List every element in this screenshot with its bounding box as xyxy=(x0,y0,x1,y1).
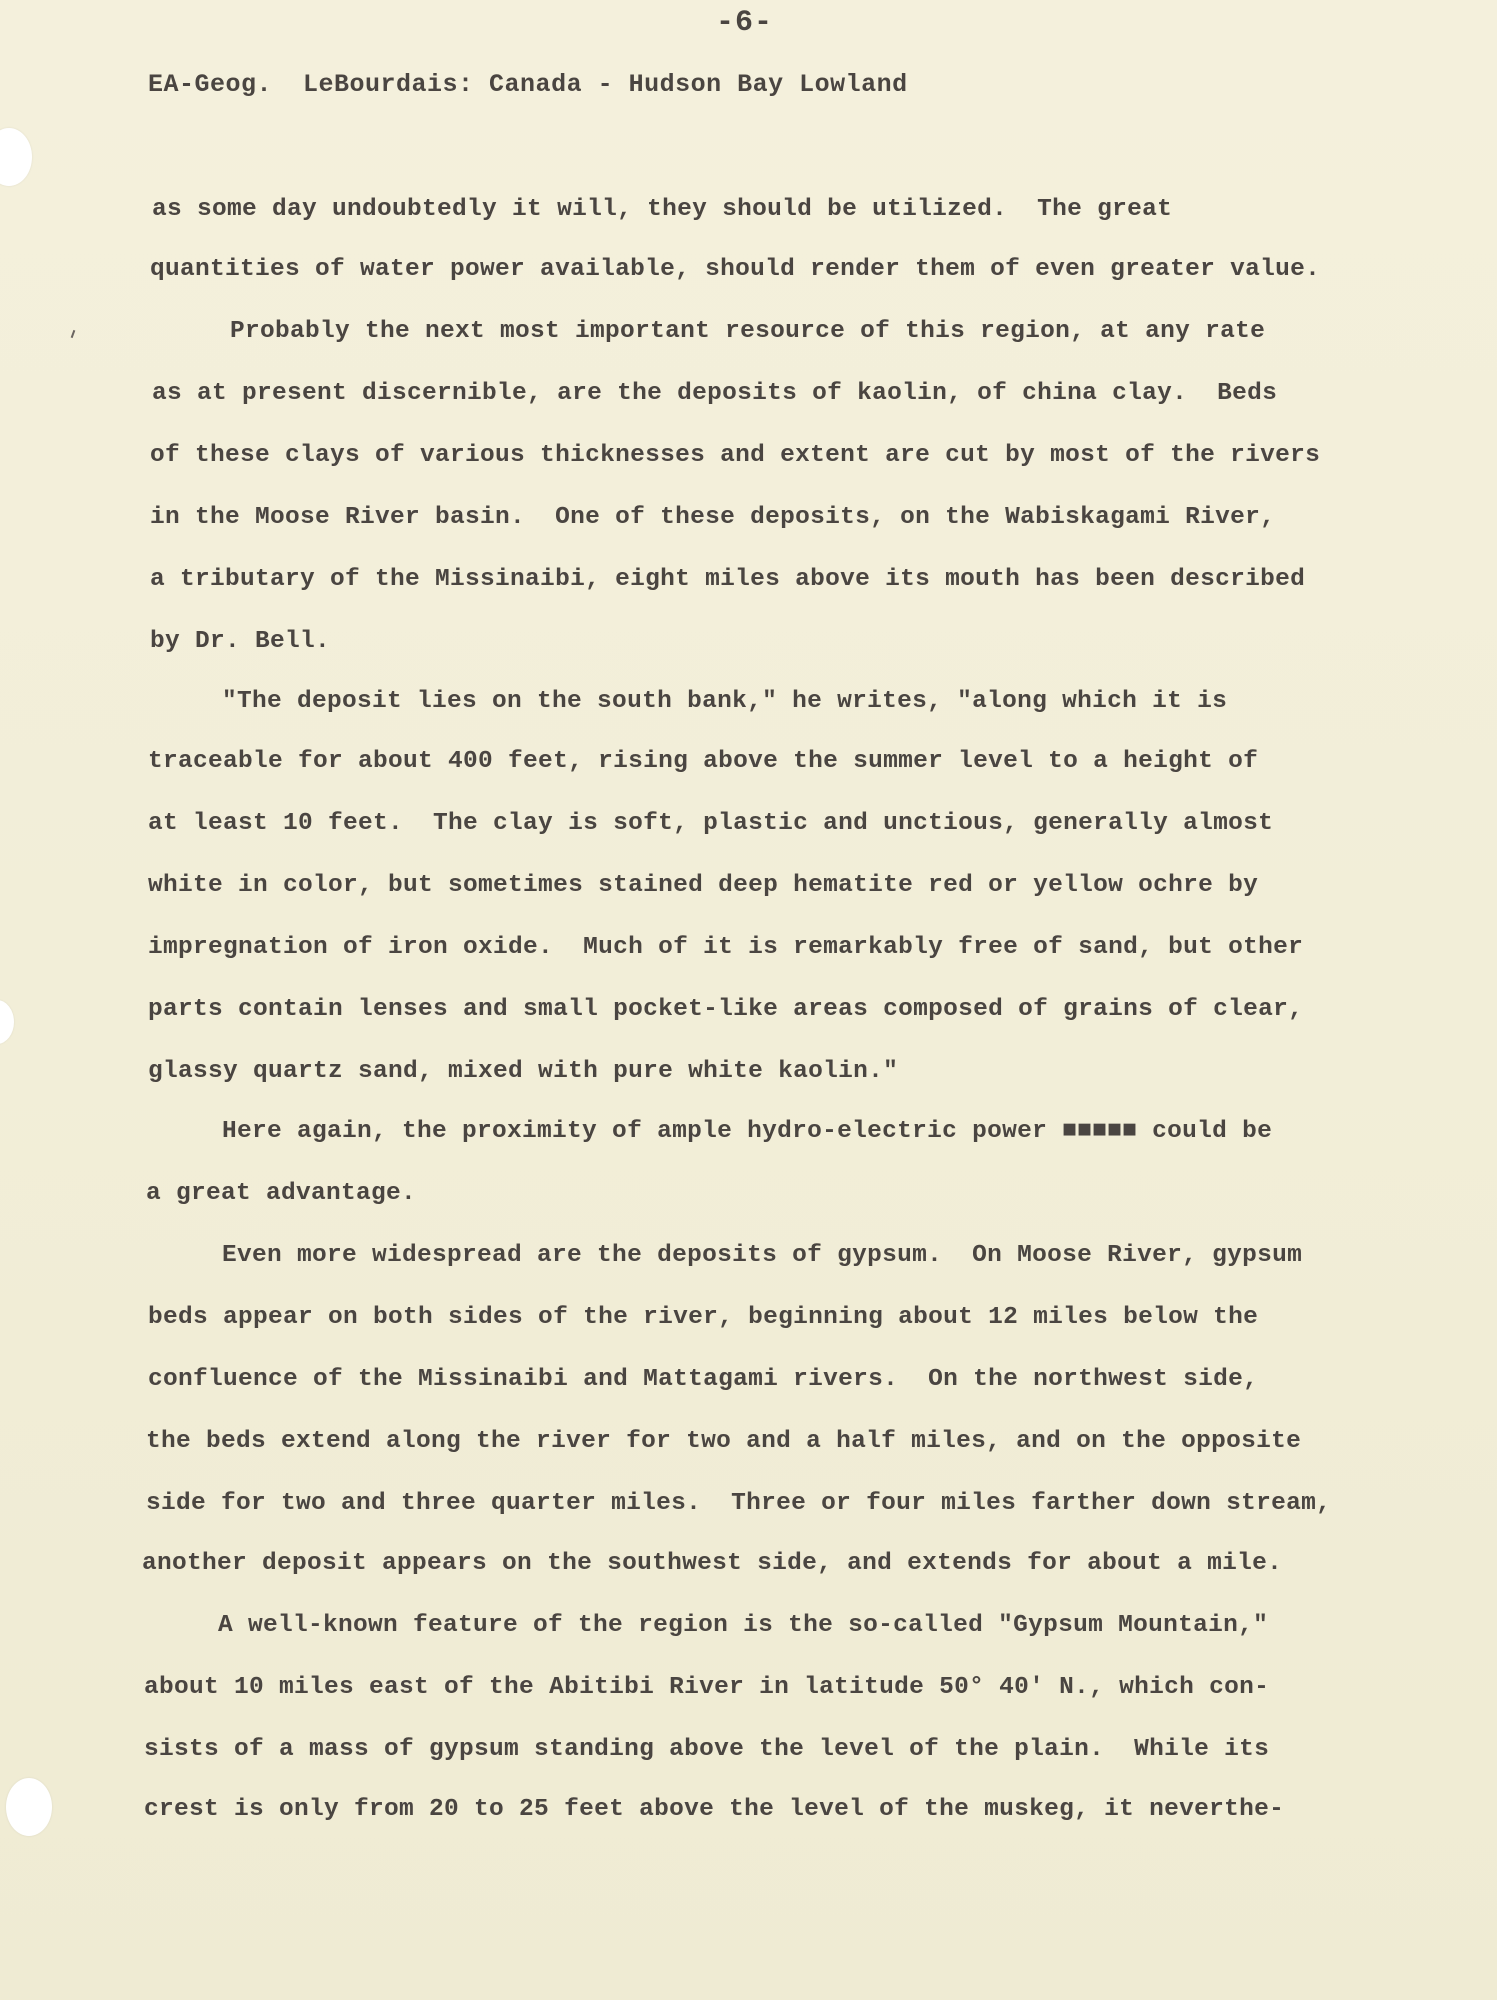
text-line: sists of a mass of gypsum standing above the level of the plain. While its xyxy=(144,1736,1270,1763)
text-line: a great advantage. xyxy=(146,1180,417,1207)
text-line: the beds extend along the river for two and a half miles, and on the opposite xyxy=(146,1428,1302,1455)
page-number: -6- xyxy=(716,6,774,40)
text-line: as at present discernible, are the deposits of kaolin, of china clay. Beds xyxy=(152,380,1278,407)
text-line: white in color, but sometimes stained deep hematite red or yellow ochre by xyxy=(148,872,1259,899)
text-line: side for two and three quarter miles. Three or four miles farther down stream, xyxy=(146,1490,1332,1517)
text-line: in the Moose River basin. One of these deposits, on the Wabiskagami River, xyxy=(150,504,1276,531)
punch-hole-middle xyxy=(0,1000,14,1044)
text-line: about 10 miles east of the Abitibi River in latitude 50° 40' N., which con- xyxy=(144,1674,1270,1701)
text-line: "The deposit lies on the south bank," he writes, "along which it is xyxy=(222,688,1228,715)
text-line: as some day undoubtedly it will, they should be utilized. The great xyxy=(152,196,1173,223)
text-line: of these clays of various thicknesses and extent are cut by most of the rivers xyxy=(150,442,1321,469)
text-line: a tributary of the Missinaibi, eight miles above its mouth has been described xyxy=(150,566,1306,593)
text-line: crest is only from 20 to 25 feet above the level of the muskeg, it neverthe- xyxy=(144,1796,1285,1823)
text-line: A well-known feature of the region is the so-called "Gypsum Mountain," xyxy=(218,1612,1269,1639)
text-line: glassy quartz sand, mixed with pure white kaolin." xyxy=(148,1058,899,1085)
text-line: impregnation of iron oxide. Much of it is remarkably free of sand, but other xyxy=(148,934,1304,961)
text-line: Even more widespread are the deposits of gypsum. On Moose River, gypsum xyxy=(222,1242,1303,1269)
punch-hole-top xyxy=(0,128,32,186)
text-line: at least 10 feet. The clay is soft, plastic and unctious, generally almost xyxy=(148,810,1274,837)
text-line: Here again, the proximity of ample hydro-electric power ■■■■■ could be xyxy=(222,1118,1273,1145)
text-line: Probably the next most important resource of this region, at any rate xyxy=(230,318,1266,345)
punch-hole-bottom xyxy=(6,1778,52,1836)
stray-mark xyxy=(71,330,76,338)
text-line: parts contain lenses and small pocket-like areas composed of grains of clear, xyxy=(148,996,1304,1023)
text-line: quantities of water power available, should render them of even greater value. xyxy=(150,256,1321,283)
text-line: another deposit appears on the southwest side, and extends for about a mile. xyxy=(142,1550,1283,1577)
running-head: EA-Geog. LeBourdais: Canada - Hudson Bay Lowland xyxy=(148,70,908,99)
text-line: by Dr. Bell. xyxy=(150,628,331,655)
text-line: confluence of the Missinaibi and Mattagami rivers. On the northwest side, xyxy=(148,1366,1259,1393)
text-line: traceable for about 400 feet, rising above the summer level to a height of xyxy=(148,748,1259,775)
text-line: beds appear on both sides of the river, beginning about 12 miles below the xyxy=(148,1304,1259,1331)
